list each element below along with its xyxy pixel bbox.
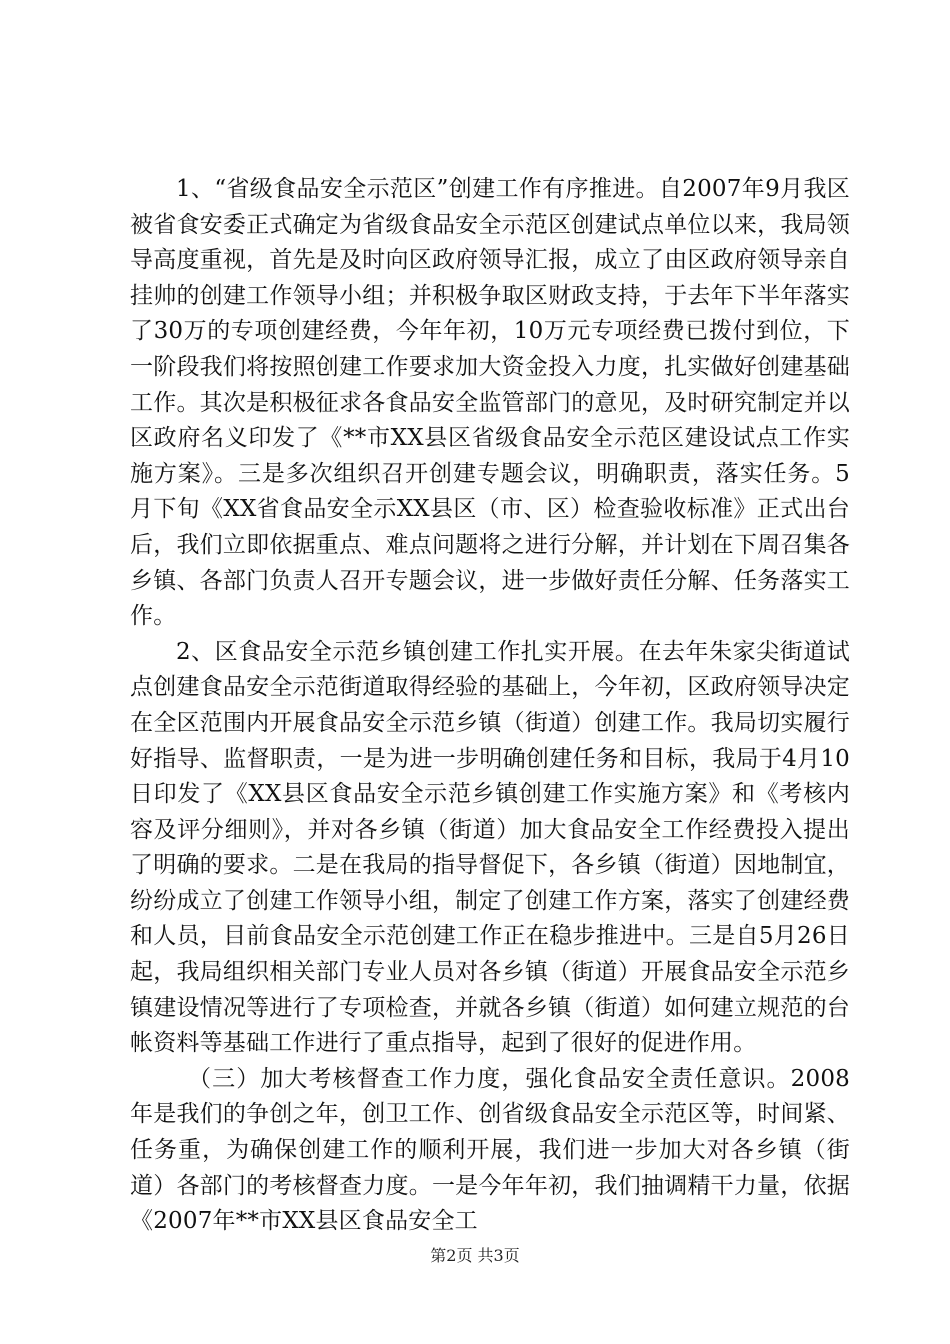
paragraph-1: 1、“省级食品安全示范区”创建工作有序推进。自2007年9月我区被省食安委正式确定为省级食品安全示范区创建试点单位以来，我局领导高度重视，首先是及时向区政府领导汇报，成立了由区政府领导亲自挂帅的创建工作领导小组；并积极争取区财政支持，于去年下半年落实了30万的专项创建经费，今年年初，10万元专项经费已拨付到位，下一阶段我们将按照创建工作要求加大资金投入力度，扎实做好创建基础工作。其次是积极征求各食品安全监管部门的意见，及时研究制定并以区政府名义印发了《**市XX县区省级食品安全示范区建设试点工作实施方案》。三是多次组织召开创建专题会议，明确职责，落实任务。5月下旬《XX省食品安全示XX县区（市、区）检查验收标准》正式出台后，我们立即依据重点、难点问题将之进行分解，并计划在下周召集各乡镇、各部门负责人召开专题会议，进一步做好责任分解、任务落实工作。 bbox=[130, 176, 850, 630]
paragraph-3: （三）加大考核督查工作力度，强化食品安全责任意识。2008年是我们的争创之年，创卫工作、创省级食品安全示范区等，时间紧、任务重，为确保创建工作的顺利开展，我们进一步加大对各乡镇（街道）各部门的考核督查力度。一是今年年初，我们抽调精干力量，依据《2007年**市XX县区食品安全工 bbox=[130, 1065, 850, 1235]
document-body bbox=[130, 172, 850, 1240]
page-footer: 第2页 共3页 bbox=[430, 1246, 520, 1265]
paragraph-2: 2、区食品安全示范乡镇创建工作扎实开展。在去年朱家尖街道试点创建食品安全示范街道取得经验的基础上，今年初，区政府领导决定在全区范围内开展食品安全示范乡镇（街道）创建工作。我局切实履行好指导、监督职责，一是为进一步明确创建任务和目标，我局于4月10日印发了《XX县区食品安全示范乡镇创建工作实施方案》和《考核内容及评分细则》，并对各乡镇（街道）加大食品安全工作经费投入提出了明确的要求。二是在我局的指导督促下，各乡镇（街道）因地制宜，纷纷成立了创建工作领导小组，制定了创建工作方案，落实了创建经费和人员，目前食品安全示范创建工作正在稳步推进中。三是自5月26日起，我局组织相关部门专业人员对各乡镇（街道）开展食品安全示范乡镇建设情况等进行了专项检查，并就各乡镇（街道）如何建立规范的台帐资料等基础工作进行了重点指导，起到了很好的促进作用。 bbox=[130, 638, 850, 1057]
